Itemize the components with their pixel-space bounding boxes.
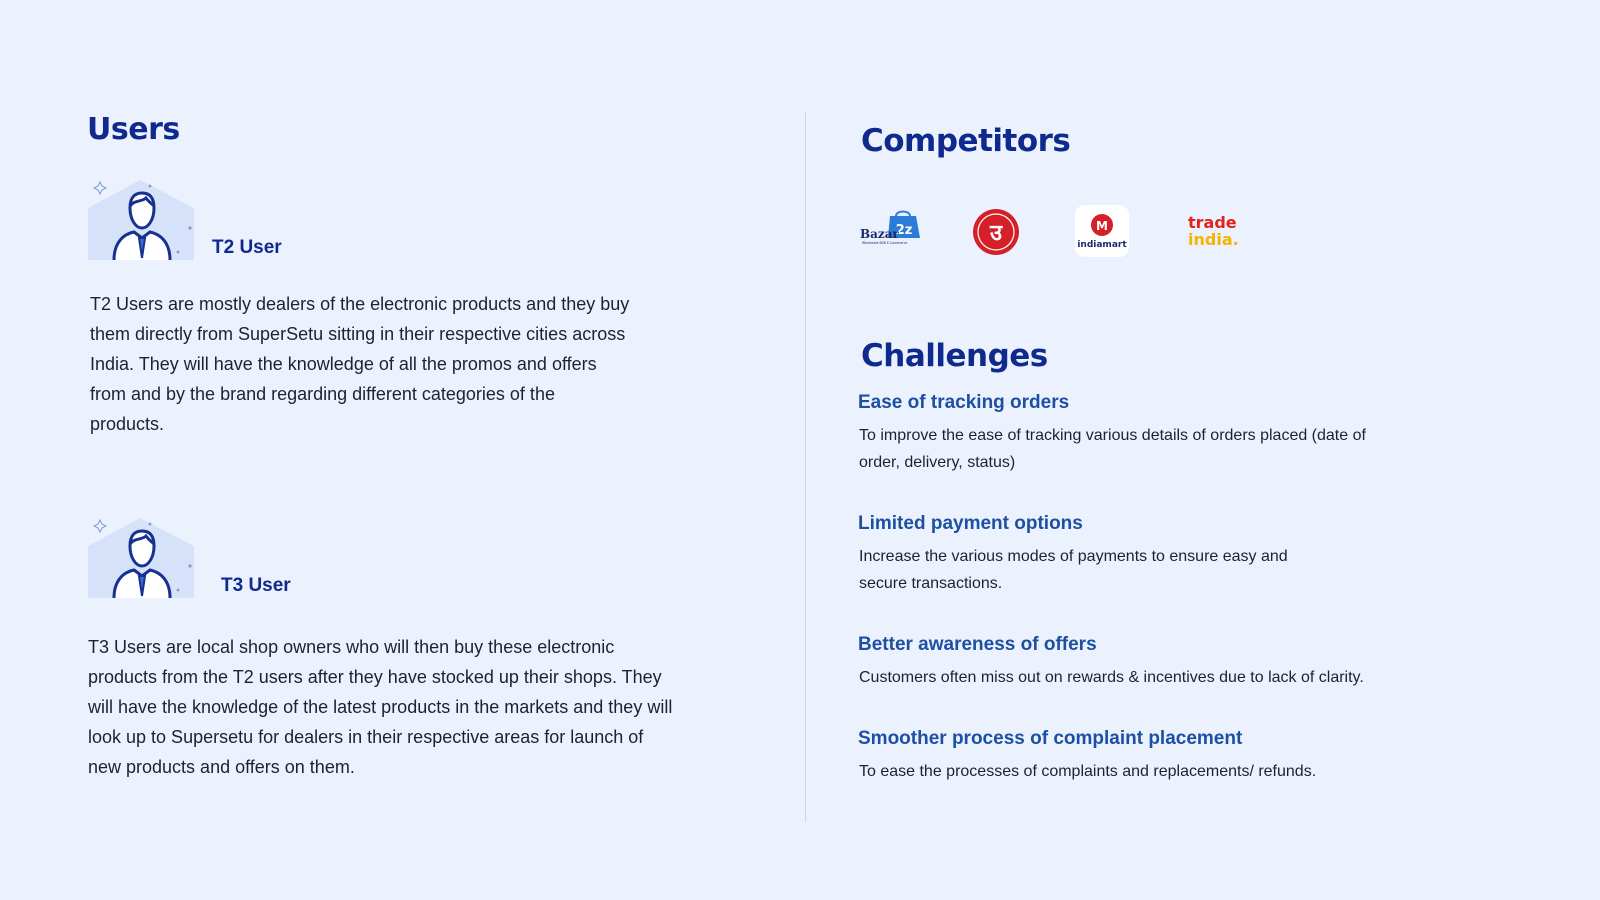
udaan-mark: उ (989, 221, 1003, 246)
bazar2z-mark: 2z (895, 223, 913, 238)
bazar2z-logo (860, 208, 922, 246)
udaan-logo (972, 208, 1020, 256)
indiamart-mark: M (1096, 219, 1108, 233)
challenge-text-payment: Increase the various modes of payments to ensure easy and secure transactions. (859, 548, 1288, 592)
bazar2z-wordmark: Bazar (860, 227, 899, 241)
t2-user-description: T2 Users are mostly dealers of the electronic products and they buy them directly from SuperSetu sitting in their respective cities across India. They will have the knowledge of all the promos and offers from and by the brand regarding different categories of the products. (90, 294, 630, 434)
t2-user-avatar-icon (86, 176, 198, 264)
tradeindia-word-india: india. (1188, 230, 1239, 249)
competitors-heading: Competitors (861, 123, 1071, 159)
t3-user-avatar-icon (86, 514, 198, 602)
column-divider (805, 112, 806, 822)
tradeindia-word-trade: trade (1188, 213, 1237, 232)
t2-user-label: T2 User (212, 237, 282, 258)
t3-user-description: T3 Users are local shop owners who will then buy these electronic products from the T2 users after they have stocked up their shops. They will have the knowledge of the latest products in the markets and they will look up to Supersetu for dealers in their respective areas for launch of new products and offers on them. (88, 637, 673, 777)
challenges-heading: Challenges (861, 338, 1048, 374)
t3-user-label: T3 User (221, 575, 291, 596)
users-heading: Users (87, 112, 180, 147)
indiamart-wordmark: indiamart (1077, 240, 1127, 250)
challenge-text-complaints: To ease the processes of complaints and replacements/ refunds. (859, 763, 1317, 780)
indiamart-logo (1075, 205, 1129, 257)
challenge-text-tracking: To improve the ease of tracking various details of orders placed (date of order, delivery, status) (859, 427, 1366, 471)
challenge-text-offers: Customers often miss out on rewards & incentives due to lack of clarity. (859, 669, 1364, 686)
challenge-title-payment: Limited payment options (858, 513, 1083, 534)
challenge-title-complaints: Smoother process of complaint placement (858, 728, 1243, 749)
challenge-title-tracking: Ease of tracking orders (858, 392, 1070, 413)
bazar2z-tagline: Wholesale B2B E-Commerce (862, 241, 908, 245)
challenge-title-offers: Better awareness of offers (858, 634, 1097, 655)
tradeindia-logo (1188, 212, 1248, 252)
